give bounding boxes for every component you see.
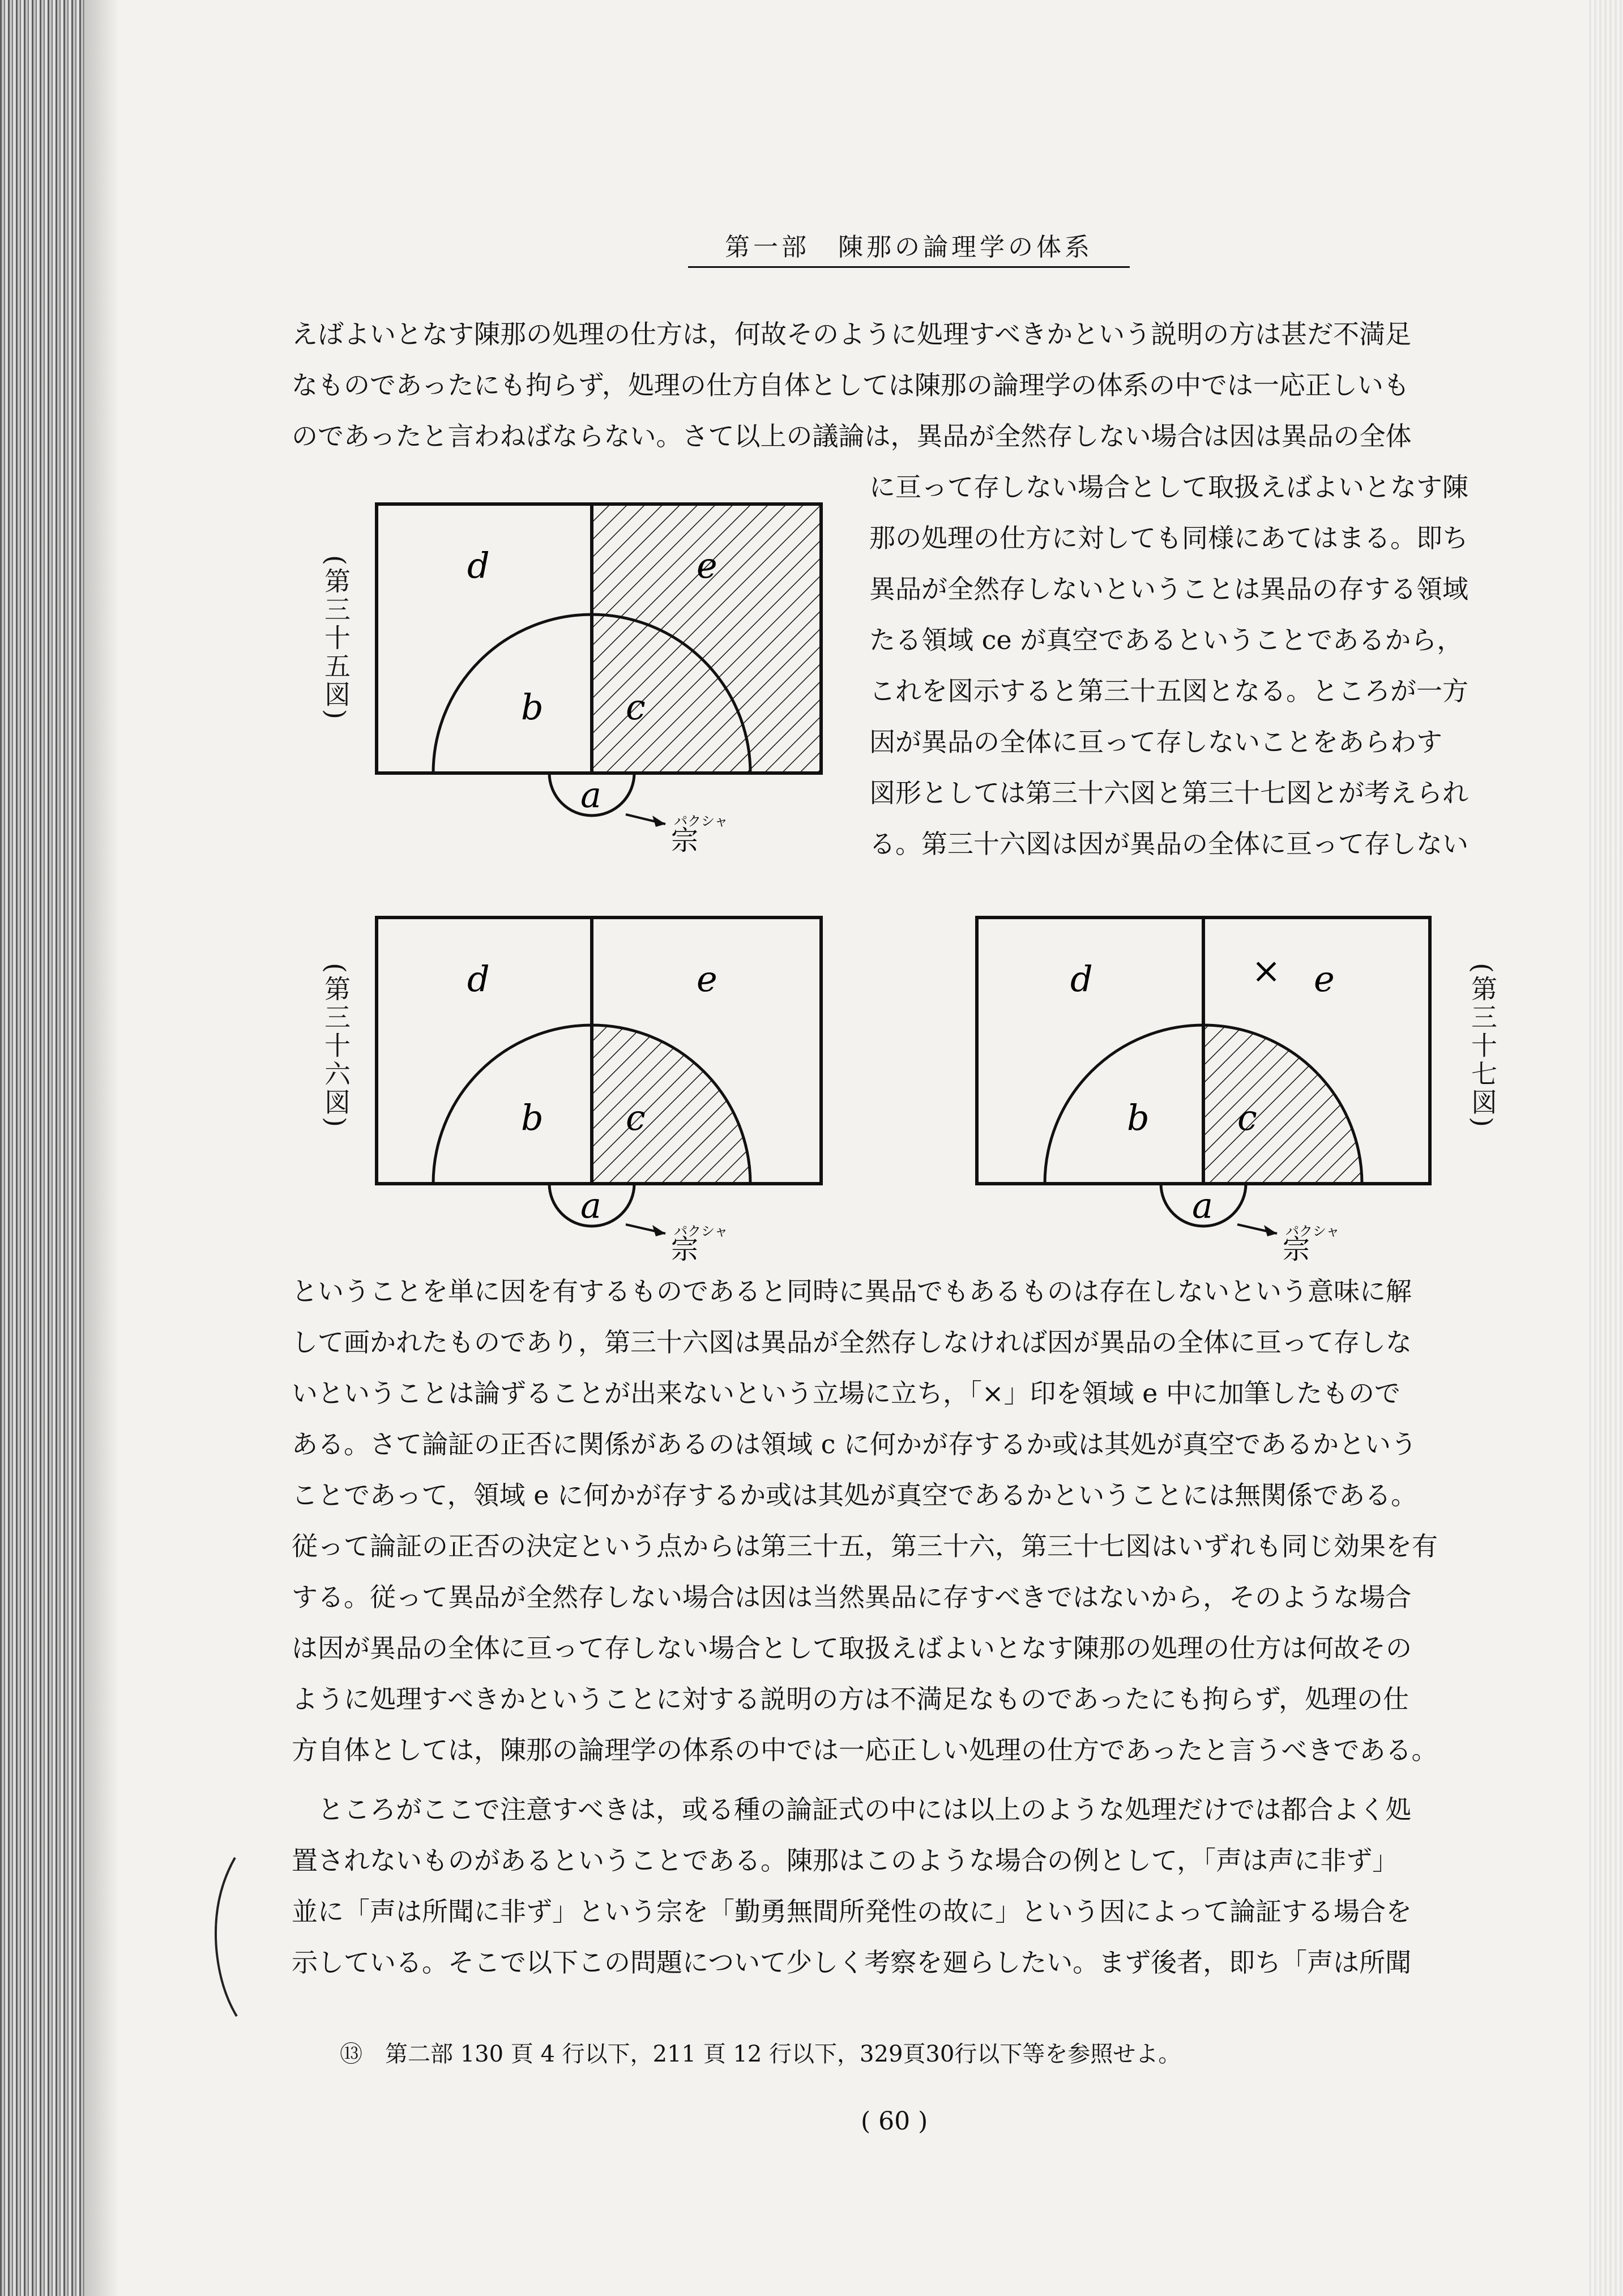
- label-a: a: [1192, 1185, 1213, 1226]
- figure-35-diagram: [362, 487, 844, 884]
- label-shu: 宗: [671, 1234, 699, 1263]
- label-shu: 宗: [671, 825, 699, 856]
- text-line: 方自体としては，陳那の論理学の体系の中では一応正しい処理の仕方であったと言うべきである。: [292, 1735, 1438, 1765]
- book-binding-edge: [0, 0, 85, 2296]
- text-line: いということは論ずることが出来ないという立場に立ち，「×」印を領域 e 中に加筆したもので: [292, 1378, 1401, 1409]
- text-line: して画かれたものであり，第三十六図は異品が全然存しなければ因が異品の全体に亘って存しな: [292, 1327, 1412, 1358]
- text-line: 並に「声は所聞に非ず」という宗を「勤勇無間所発性の故に」という因によって論証する場合を: [292, 1896, 1412, 1927]
- text-line: ところがここで注意すべきは，或る種の論証式の中には以上のような処理だけでは都合よく処: [292, 1794, 1412, 1825]
- text-line: に亘って存しない場合として取扱えばよいとなす陳: [869, 472, 1468, 502]
- text-line: ように処理すべきかということに対する説明の方は不満足なものであったにも拘らず，処理の仕: [292, 1684, 1409, 1714]
- text-line: ある。さて論証の正否に関係があるのは領域 c に何かが存するか或は其処が真空であるかという: [292, 1429, 1417, 1459]
- label-e: e: [697, 958, 717, 1000]
- cross-mark: ×: [1252, 950, 1281, 991]
- region-c-hatched: [1203, 1025, 1362, 1184]
- figure-36-label: (第三十六図): [321, 963, 351, 1129]
- text-line: たる領域 ce が真空であるということであるから，: [869, 625, 1463, 655]
- text-line: 従って論証の正否の決定という点からは第三十五，第三十六，第三十七図はいずれも同じ効果を有: [292, 1531, 1438, 1561]
- figure-37-diagram: [963, 901, 1444, 1263]
- ruby-paksha: パクシャ: [674, 813, 728, 829]
- region-c-hatched: [592, 1025, 750, 1184]
- margin-bracket-mark: [210, 1852, 244, 2022]
- label-a: a: [580, 1185, 601, 1226]
- text-line: する。従って異品が全然存しない場合は因は当然異品に存すべきではないから，そのような場合: [292, 1582, 1412, 1612]
- text-line: なものであったにも拘らず，処理の仕方自体としては陳那の論理学の体系の中では一応正しいも: [292, 370, 1410, 400]
- figure-36-diagram: [362, 901, 844, 1263]
- label-d: d: [467, 958, 490, 1000]
- text-line: 図形としては第三十六図と第三十七図とが考えられ: [869, 778, 1468, 808]
- label-d: d: [1070, 958, 1093, 1000]
- label-shu: 宗: [1283, 1234, 1310, 1263]
- label-e: e: [697, 545, 717, 586]
- label-b: b: [521, 1097, 544, 1138]
- figure-37-label: (第三十七図): [1467, 963, 1498, 1129]
- text-line: 置されないものがあるということである。陳那はこのような場合の例として，「声は声に非ず」: [292, 1845, 1399, 1876]
- running-header: 第一部 陳那の論理学の体系: [688, 227, 1130, 268]
- text-line: 示している。そこで以下この問題について少しく考察を廻らしたい。まず後者，即ち「声は所聞: [292, 1947, 1412, 1978]
- arrow-head: [652, 816, 665, 827]
- label-c: c: [626, 686, 646, 728]
- arrow-head: [1264, 1225, 1277, 1236]
- arrow-head: [652, 1225, 665, 1236]
- text-line: ことであって，領域 e に何かが存するか或は其処が真空であるかということには無関係である。: [292, 1480, 1417, 1510]
- ruby-paksha: パクシャ: [1285, 1223, 1340, 1239]
- label-b: b: [521, 686, 544, 728]
- binding-shadow: [85, 0, 119, 2296]
- text-line: のであったと言わねばならない。さて以上の議論は，異品が全然存しない場合は因は異品の全体: [292, 421, 1412, 451]
- text-line: る。第三十六図は因が異品の全体に亘って存しない: [869, 829, 1468, 859]
- label-c: c: [1237, 1097, 1257, 1138]
- label-d: d: [467, 545, 490, 586]
- text-line: は因が異品の全体に亘って存しない場合として取扱えばよいとなす陳那の処理の仕方は何故その: [292, 1633, 1412, 1663]
- page-number: ( 60 ): [861, 2107, 928, 2136]
- text-line: 那の処理の仕方に対しても同様にあてはまる。即ち: [869, 523, 1468, 553]
- text-line: えばよいとなす陳那の処理の仕方は，何故そのように処理すべきかという説明の方は甚だ不満足: [292, 319, 1412, 349]
- text-line: 因が異品の全体に亘って存しないことをあらわす: [869, 727, 1442, 757]
- text-line: 異品が全然存しないということは異品の存する領域: [869, 574, 1468, 604]
- label-a: a: [580, 774, 601, 816]
- text-line: これを図示すると第三十五図となる。ところが一方: [869, 676, 1468, 706]
- figure-35-label: (第三十五図): [321, 555, 351, 722]
- label-b: b: [1127, 1097, 1150, 1138]
- text-line: ということを単に因を有するものであると同時に異品でもあるものは存在しないという意味に解: [292, 1276, 1412, 1307]
- footnote: ⑬ 第二部 130 頁 4 行以下，211 頁 12 行以下，329頁30行以下等を参照せよ。: [340, 2041, 1181, 2067]
- label-c: c: [626, 1097, 646, 1138]
- label-e: e: [1314, 958, 1335, 1000]
- ruby-paksha: パクシャ: [674, 1223, 728, 1239]
- page-edge: [1589, 0, 1623, 2296]
